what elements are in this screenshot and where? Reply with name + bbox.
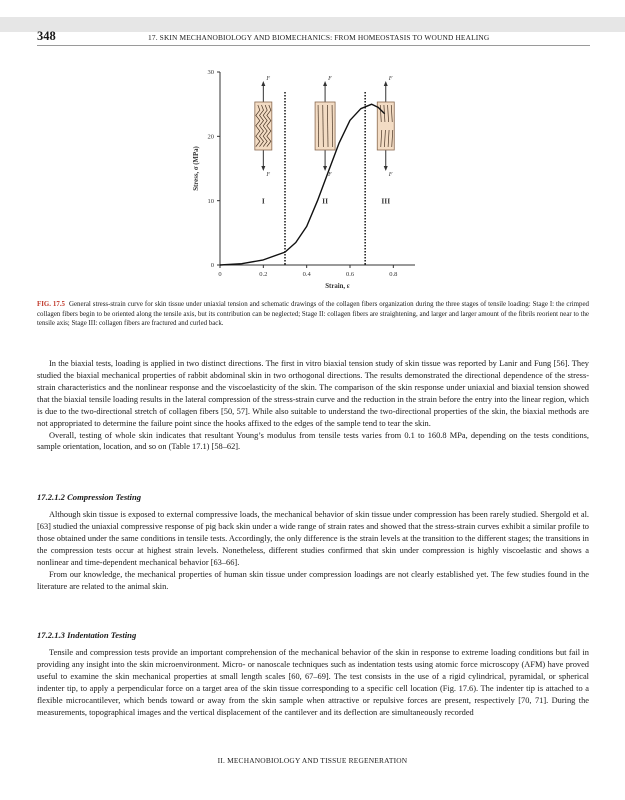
force-arrowhead-top [384, 81, 388, 86]
figure-label: FIG. 17.5 [37, 301, 65, 308]
x-tick-label: 0.4 [302, 271, 311, 278]
force-arrowhead-top [323, 81, 327, 86]
x-axis-title: Strain, ε [325, 283, 350, 290]
force-arrowhead-bottom [384, 166, 388, 171]
stress-strain-curve [220, 104, 385, 265]
force-label: F [266, 76, 271, 82]
force-label: F [266, 172, 271, 178]
intro-section [37, 358, 589, 453]
paragraph: In the biaxial tests, loading is applied in two distinct directions. The first in vitro biaxial tension study of skin tissue was reported by Lanir and Fung [56]. They studied the biaxial mechanical properties of rabbit abdominal skin in two orthogonal directions. The results demonstrated the directional dependence of the stress-strain characteristics and the nonlinear response and the viscoelasticity of the skin. The comparison of the skin response under uniaxial and biaxial tension showed that the biaxial tensile loading results in the lateral compression of the stress-strain curve and the reduction in the strain before the entry into the linear region, which is due to the two-directional stretch of collagen fibers [50, 57]. While also suitable to understand the two-directional properties of the skin, the biaxial methods are not appropriated to determine the failure point since the hooks affixed to the edges of the sample tend to tear the skin. [37, 359, 589, 428]
stress-strain-figure [180, 60, 440, 290]
header-rule [37, 45, 590, 46]
force-label: F [328, 172, 332, 178]
section-heading-compression: 17.2.1.2 Compression Testing [37, 492, 142, 502]
y-tick-label: 10 [207, 197, 214, 205]
page-number: 348 [37, 29, 56, 43]
x-tick-label: 0 [218, 271, 222, 278]
page-footer: II. MECHANOBIOLOGY AND TISSUE REGENERATION [217, 756, 408, 765]
force-label: F [388, 76, 393, 82]
stage-label: III [381, 196, 391, 206]
y-axis-title: Stress, σ (MPa) [193, 146, 200, 191]
force-label: F [328, 76, 332, 82]
y-tick-label: 30 [207, 69, 214, 77]
x-tick-label: 0.2 [259, 271, 268, 278]
figure-caption-text: General stress-strain curve for skin tissue under uniaxial tension and schematic drawings of the collagen fibers organization during the three stages of tensile loading: Stage I: the crimped collagen fibers begin to be oriented along the tensile axis, but its contribution can be neglected; Stage II: collagen fibers are straightening, and larger and larger amount of the fibrils reorient near to the tensile axis; Stage III: collagen fibers are fractured and curled back. [37, 301, 589, 328]
x-tick-label: 0.8 [389, 271, 398, 278]
x-tick-label: 0.6 [345, 271, 355, 278]
y-tick-label: 0 [210, 262, 214, 270]
force-arrowhead-top [261, 81, 265, 86]
section-heading-indentation: 17.2.1.3 Indentation Testing [37, 630, 137, 640]
y-tick-label: 20 [207, 133, 214, 141]
paragraph: Although skin tissue is exposed to external compressive loads, the mechanical behavior of skin tissue under compression has been rarely studied. Shergold et al. [63] studied the uniaxial compressive response of pig back skin under a wide range of strain rates and showed that the stress-strain curves exhibit a similar profile to those obtained under the same conditions in tensile tests. Accordingly, the only difference is the strain levels at the transition to the different stages; the transitions in the compression tests occur at highest strain levels. Nonetheless, different studies confirmed that skin under compression is highly viscoelastic and shows a nonlinear and time-dependent mechanical behavior [63–66]. [37, 510, 589, 567]
stage-label: II [322, 196, 329, 206]
stage-label: I [261, 196, 265, 206]
header-band [0, 17, 625, 32]
force-label: F [388, 172, 393, 178]
figure-caption [37, 300, 589, 329]
force-arrowhead-bottom [323, 166, 327, 171]
paragraph: Tensile and compression tests provide an important comprehension of the mechanical behavior of the skin in response to extreme loading conditions but fail in providing any insight into the skin microenvironment. Micro- or nanoscale techniques such as indentation tests using atomic force microscopy (AFM) have proved useful to examine the skin mechanical properties at small length scales [60, 67–69]. The test consists in the use of a rigid cylindrical, pyramidal, or spherical indenter tip, to apply a perpendicular force on a target area of the skin tissue corresponding to a specific cell location (Fig. 17.6). The indenter tip is attached to a flexible microcantilever, which bends toward or away from the skin sample when attractive or repulsive forces are present, respectively [70, 71]. During the measurements, topographical images and the vertical displacement of the cantilever and its deflection are simultaneously recorded [37, 648, 589, 717]
force-arrowhead-bottom [261, 166, 265, 171]
paragraph: From our knowledge, the mechanical properties of human skin tissue under compression loadings are not clearly established yet. The few studies found in the literature are related to the animal skin. [37, 569, 589, 591]
running-head: 17. SKIN MECHANOBIOLOGY AND BIOMECHANICS: FROM HOMEOSTASIS TO WOUND HEALING [148, 33, 490, 42]
indentation-section [37, 647, 589, 719]
paragraph: Overall, testing of whole skin indicates that resultant Young’s modulus from tensile tests varies from 0.1 to 160.8 MPa, depending on the tests conditions, sample orientation, location, and so on (Table 17.1) [58–62]. [37, 430, 589, 452]
compression-section [37, 509, 589, 592]
